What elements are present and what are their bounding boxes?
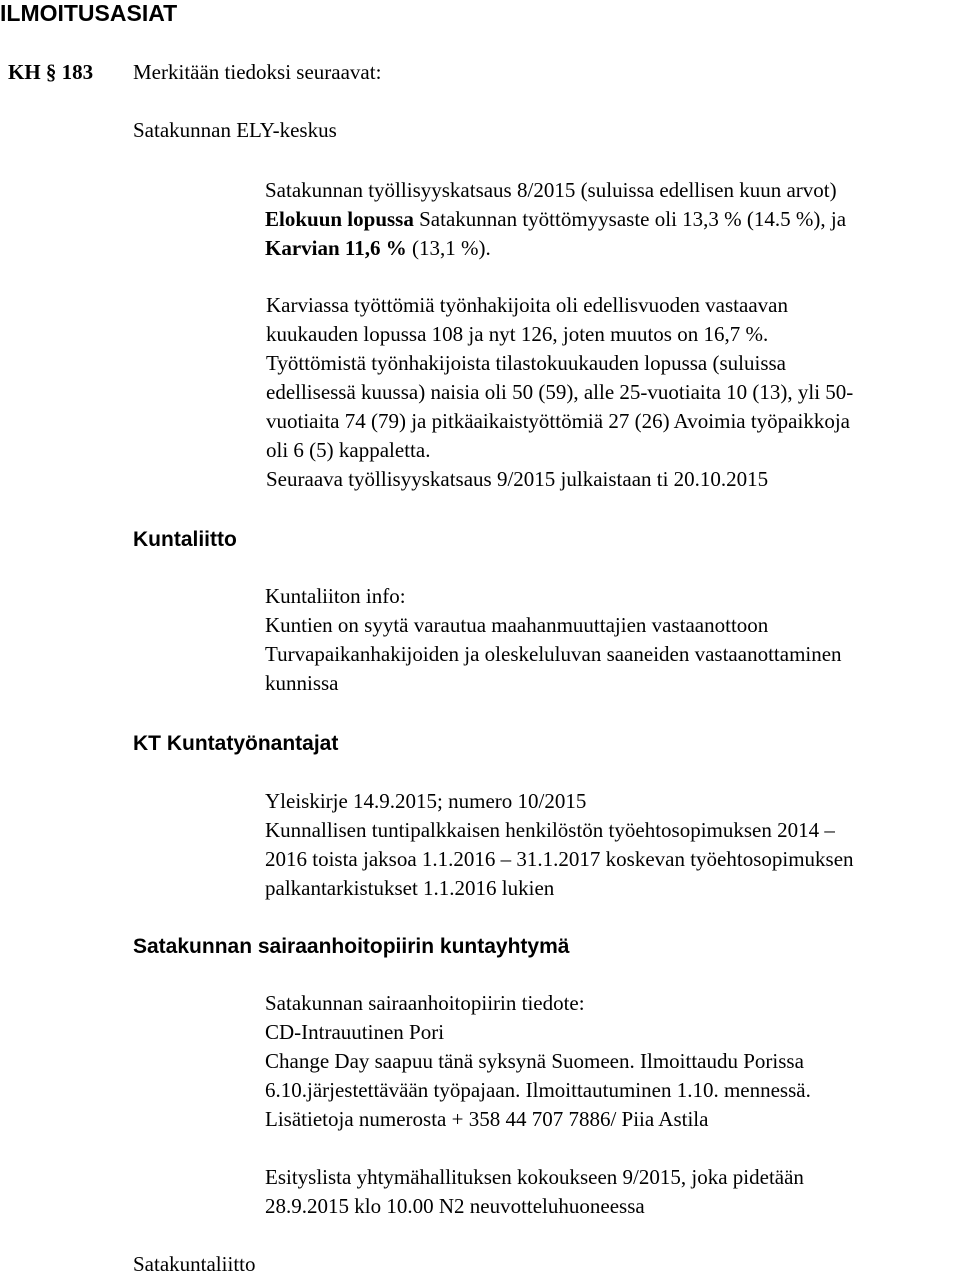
ely-summary-line-3-bold: Karvian 11,6 % [265,236,407,260]
kt-line: Yleiskirje 14.9.2015; numero 10/2015 [265,789,587,813]
ely-detail-line: Karviassa työttömiä työnhakijoita oli edellisvuoden vastaavan [266,293,788,317]
ely-detail-line: Työttömistä työnhakijoista tilastokuukauden lopussa (suluissa [266,351,786,375]
kuntaliitto-line: kunnissa [265,671,339,695]
kt-line: palkantarkistukset 1.1.2016 lukien [265,876,555,900]
ely-summary-line-3-rest: (13,1 %). [406,236,491,260]
kt-paragraph [265,787,854,903]
section-heading-satakuntaliitto: Satakuntaliitto [133,1252,256,1276]
ely-detail-line: oli 6 (5) kappaletta. [266,438,431,462]
ely-summary-line-2-rest: Satakunnan työttömyysaste oli 13,3 % (14.5 %), ja [413,207,847,231]
ely-summary-line-2 [265,205,846,234]
shp-notice-paragraph [265,989,811,1134]
ely-detail-paragraph [266,291,853,494]
ely-summary-paragraph [265,176,846,263]
section-heading-ely: Satakunnan ELY-keskus [133,118,337,142]
ely-summary-line-2-bold: Elokuun lopussa [265,207,414,231]
item-intro: Merkitään tiedoksi seuraavat: [133,60,382,84]
shp-notice-line: 6.10.järjestettävään työpajaan. Ilmoittautuminen 1.10. mennessä. [265,1078,811,1102]
kt-line: 2016 toista jaksoa 1.1.2016 – 31.1.2017 koskevan työehtosopimuksen [265,847,854,871]
shp-notice-line: Change Day saapuu tänä syksynä Suomeen. Ilmoittaudu Porissa [265,1049,804,1073]
ely-detail-line: edellisessä kuussa) naisia oli 50 (59), alle 25-vuotiaita 10 (13), yli 50- [266,380,854,404]
section-heading-kuntaliitto: Kuntaliitto [133,528,237,551]
item-number: KH § 183 [8,60,94,84]
ely-summary-line-3 [265,234,846,263]
shp-agenda-line: Esityslista yhtymähallituksen kokoukseen 9/2015, joka pidetään [265,1165,804,1189]
page-header-title: ILMOITUSASIAT [0,0,178,26]
kuntaliitto-paragraph [265,582,842,698]
section-heading-shp: Satakunnan sairaanhoitopiirin kuntayhtymä [133,935,570,958]
ely-detail-line: Seuraava työllisyyskatsaus 9/2015 julkaistaan ti 20.10.2015 [266,467,769,491]
shp-notice-line: CD-Intrauutinen Pori [265,1020,445,1044]
shp-notice-line: Lisätietoja numerosta + 358 44 707 7886/ Piia Astila [265,1107,709,1131]
ely-detail-line: vuotiaita 74 (79) ja pitkäaikaistyöttömiä 27 (26) Avoimia työpaikkoja [266,409,850,433]
kuntaliitto-line: Kuntaliiton info: [265,584,406,608]
kuntaliitto-line: Kuntien on syytä varautua maahanmuuttajien vastaanottoon [265,613,769,637]
shp-agenda-line: 28.9.2015 klo 10.00 N2 neuvotteluhuoneessa [265,1194,645,1218]
shp-agenda-paragraph [265,1163,804,1221]
kuntaliitto-line: Turvapaikanhakijoiden ja oleskeluluvan saaneiden vastaanottaminen [265,642,842,666]
ely-detail-line: kuukauden lopussa 108 ja nyt 126, joten muutos on 16,7 %. [266,322,769,346]
ely-summary-line-1: Satakunnan työllisyyskatsaus 8/2015 (suluissa edellisen kuun arvot) [265,178,837,202]
kt-line: Kunnallisen tuntipalkkaisen henkilöstön työehtosopimuksen 2014 – [265,818,835,842]
section-heading-kt: KT Kuntatyönantajat [133,732,339,755]
shp-notice-line: Satakunnan sairaanhoitopiirin tiedote: [265,991,585,1015]
